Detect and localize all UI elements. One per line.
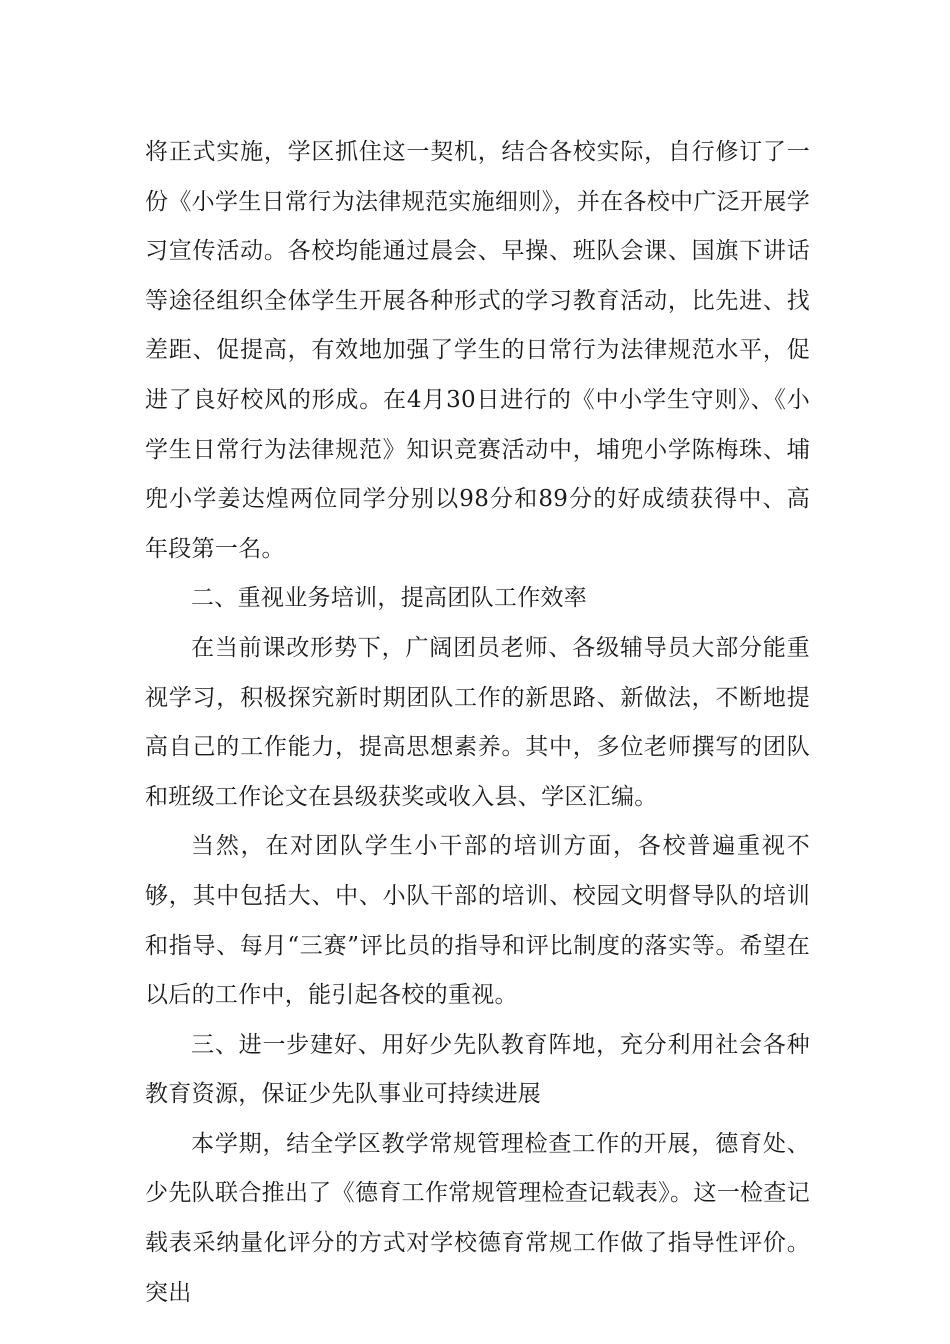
paragraph-semester: 本学期，结全学区教学常规管理检查工作的开展，德育处、少先队联合推出了《德育工作常规管理检查记载表》。这一检查记载表采纳量化评分的方式对学校德育常规工作做了指导性评价。突出 <box>145 1130 810 1306</box>
paragraph-continuation: 将正式实施，学区抓住这一契机，结合各校实际，自行修订了一份《小学生日常行为法律规范实施细则》，并在各校中广泛开展学习宣传活动。各校均能通过晨会、早操、班队会课、国旗下讲话等途径组织全体学生开展各种形式的学习教育活动，比先进、找差距、促提高，有效地加强了学生的日常行为法律规范水平，促进了良好校风的形成。在4月30日进行的《中小学生守则》、《小学生日常行为法律规范》知识竞赛活动中，埔兜小学陈梅珠、埔兜小学姜达煌两位同学分别以98分和89分的好成绩获得中、高年段第一名。 <box>145 139 810 562</box>
paragraph-cadre-training: 当然，在对团队学生小干部的培训方面，各校普遍重视不够，其中包括大、中、小队干部的培训、校园文明督导队的培训和指导、每月“三赛”评比员的指导和评比制度的落实等。希望在以后的工作中，能引起各校的重视。 <box>145 833 810 1009</box>
paragraph-training: 在当前课改形势下，广阔团员老师、各级辅导员大部分能重视学习，积极探究新时期团队工作的新思路、新做法，不断地提高自己的工作能力，提高思想素养。其中，多位老师撰写的团队和班级工作论文在县级获奖或收入县、学区汇编。 <box>145 634 810 810</box>
section-heading-2: 二、重视业务培训，提高团队工作效率 <box>191 585 588 612</box>
document-body <box>145 128 810 1318</box>
section-heading-3: 三、进一步建好、用好少先队教育阵地，充分利用社会各种教育资源，保证少先队事业可持续进展 <box>145 1031 810 1108</box>
